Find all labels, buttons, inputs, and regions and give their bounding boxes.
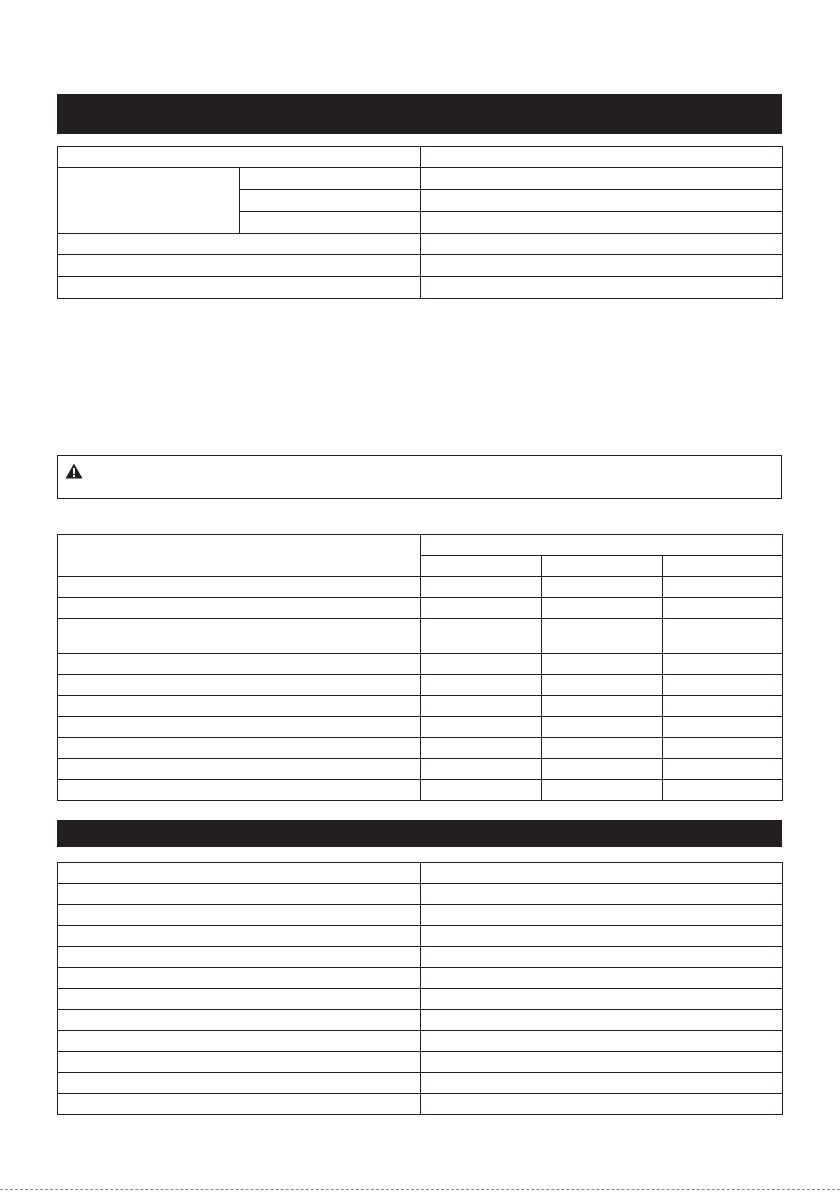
table-cell <box>58 905 421 926</box>
table-row <box>58 535 783 556</box>
table-cell <box>58 168 240 234</box>
table-row <box>58 1073 783 1094</box>
table-cell <box>421 780 542 801</box>
table-cell <box>58 675 421 696</box>
table-cell <box>58 577 421 598</box>
table-cell <box>58 717 421 738</box>
table-cell <box>421 619 542 654</box>
table-cell <box>421 759 542 780</box>
table-row <box>58 1052 783 1073</box>
table-cell <box>58 147 421 168</box>
table-row <box>58 738 783 759</box>
table-cell <box>240 212 421 234</box>
table-row <box>58 926 783 947</box>
table-cell <box>421 255 783 277</box>
table-cell <box>542 598 663 619</box>
table-row <box>58 947 783 968</box>
table-cell <box>58 1073 421 1094</box>
table-cell <box>421 989 783 1010</box>
table-cell <box>58 1010 421 1031</box>
table-cell <box>58 1094 421 1115</box>
table-cell <box>421 212 783 234</box>
table-cell <box>663 675 783 696</box>
table-cell <box>421 1073 783 1094</box>
table-cell <box>663 759 783 780</box>
table-cell <box>421 905 783 926</box>
table-column-header <box>663 556 783 577</box>
table-cell <box>421 234 783 255</box>
table-cell <box>421 884 783 905</box>
table-cell <box>542 717 663 738</box>
table-row <box>58 654 783 675</box>
section-header-bar <box>57 820 782 847</box>
table-cell <box>58 780 421 801</box>
table-cell <box>58 884 421 905</box>
table-cell <box>421 696 542 717</box>
table-cell <box>58 947 421 968</box>
table-cell <box>421 147 783 168</box>
specifications-table <box>57 146 783 299</box>
table-row <box>58 989 783 1010</box>
table-cell <box>58 738 421 759</box>
table-row <box>58 1031 783 1052</box>
table-cell <box>663 598 783 619</box>
table-cell <box>421 654 542 675</box>
table-row <box>58 619 783 654</box>
table-row <box>58 1010 783 1031</box>
table-cell <box>542 759 663 780</box>
table-cell <box>58 277 421 299</box>
table-cell <box>421 717 542 738</box>
table-cell <box>542 780 663 801</box>
table-cell <box>240 190 421 212</box>
table-cell <box>58 598 421 619</box>
table-row <box>58 968 783 989</box>
table-row <box>58 696 783 717</box>
table-cell <box>421 1052 783 1073</box>
table-cell <box>663 738 783 759</box>
table-cell <box>421 926 783 947</box>
battery-table <box>57 534 783 801</box>
table-cell <box>58 1031 421 1052</box>
table-column-group-header <box>421 535 783 556</box>
table-cell <box>421 577 542 598</box>
table-row <box>58 234 783 255</box>
table-row <box>58 598 783 619</box>
table-cell <box>421 598 542 619</box>
warning-triangle-icon <box>65 463 83 479</box>
table-row <box>58 255 783 277</box>
table-cell <box>58 255 421 277</box>
table-row <box>58 1094 783 1115</box>
table-cell <box>421 277 783 299</box>
table-row <box>58 863 783 884</box>
table-row <box>58 717 783 738</box>
table-column-header <box>542 556 663 577</box>
table-cell <box>542 696 663 717</box>
table-cell <box>663 654 783 675</box>
table-row <box>58 168 783 190</box>
table-cell <box>421 675 542 696</box>
table-cell <box>663 717 783 738</box>
table-cell <box>542 675 663 696</box>
table-cell <box>58 926 421 947</box>
table-row <box>58 759 783 780</box>
section-header-bar <box>57 94 782 134</box>
table-cell <box>58 234 421 255</box>
table-cell <box>421 1010 783 1031</box>
table-cell <box>421 947 783 968</box>
table-cell <box>542 619 663 654</box>
table-column-header <box>421 556 542 577</box>
table-cell <box>421 190 783 212</box>
table-cell <box>542 654 663 675</box>
table-cell <box>663 619 783 654</box>
warning-box <box>57 455 782 499</box>
table-cell <box>421 968 783 989</box>
table-cell <box>542 577 663 598</box>
table-row <box>58 675 783 696</box>
table-row <box>58 780 783 801</box>
table-cell <box>58 863 421 884</box>
table-cell <box>421 168 783 190</box>
page-edge-rule <box>0 1189 840 1190</box>
table-row <box>58 905 783 926</box>
table-cell <box>58 989 421 1010</box>
table-cell <box>58 968 421 989</box>
table-cell <box>58 1052 421 1073</box>
table-cell <box>663 780 783 801</box>
table-row <box>58 147 783 168</box>
table-cell <box>58 696 421 717</box>
table-cell <box>542 738 663 759</box>
table-cell <box>58 619 421 654</box>
table-row <box>58 277 783 299</box>
table-cell <box>421 863 783 884</box>
table-cell <box>421 1094 783 1115</box>
table-cell <box>58 535 421 577</box>
table-row <box>58 884 783 905</box>
table-cell <box>58 759 421 780</box>
second-specifications-table <box>57 862 783 1115</box>
table-cell <box>421 738 542 759</box>
table-cell <box>58 654 421 675</box>
table-cell <box>421 1031 783 1052</box>
table-cell <box>663 696 783 717</box>
table-row <box>58 577 783 598</box>
table-cell <box>240 168 421 190</box>
table-cell <box>663 577 783 598</box>
